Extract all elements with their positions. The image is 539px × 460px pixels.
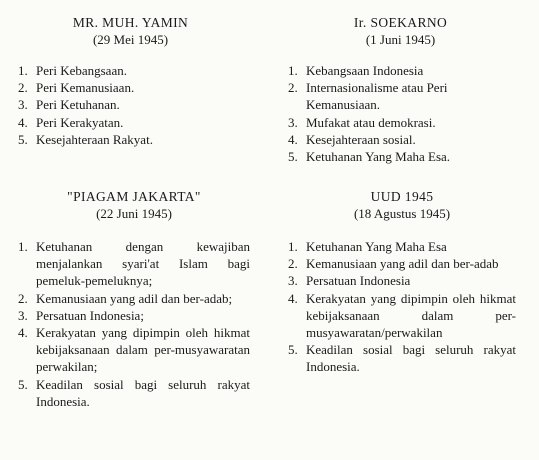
list-item [288, 255, 516, 272]
section-date: (22 Juni 1945) [96, 206, 172, 221]
list-item [288, 148, 513, 165]
item-number: 2. [18, 290, 28, 306]
list-item [18, 62, 243, 79]
item-number: 2. [288, 80, 298, 96]
item-text: Persatuan Indonesia [306, 273, 411, 289]
list-item [288, 290, 516, 342]
list-item [18, 290, 250, 307]
list-item [288, 62, 513, 79]
item-text: Kemanusiaan yang adil dan ber-adab [306, 256, 499, 272]
item-text: Kerakyatan yang dipimpin oleh hikmat kebijaksanaan dalam per-musyawaratan perwakilan; [36, 325, 250, 375]
item-text: Peri Kebangsaan. [36, 63, 127, 78]
list-item [18, 131, 243, 148]
item-number: 1. [288, 239, 298, 254]
item-number: 3. [288, 273, 298, 289]
item-text: Kesejahteraan Rakyat. [36, 131, 153, 147]
list-item [18, 238, 250, 290]
item-number: 5. [18, 376, 28, 392]
list-item [288, 238, 516, 255]
item-text: Ketuhanan dengan kewajiban menjalankan syari'at Islam bagi pemeluk-pemeluknya; [36, 239, 250, 289]
item-number: 4. [18, 325, 28, 341]
section-date: (18 Agustus 1945) [353, 206, 451, 221]
list-item [18, 324, 250, 376]
soekarno-section [288, 14, 513, 165]
item-text: Kesejahteraan sosial. [306, 131, 416, 147]
item-number: 3. [288, 114, 298, 130]
principles-list [18, 238, 250, 410]
item-text: Kemanusiaan yang adil dan ber-adab; [36, 290, 233, 306]
item-text: Internasionalisme atau Peri Kemanusiaan. [306, 80, 448, 113]
item-number: 2. [288, 256, 298, 272]
item-number: 5. [288, 342, 298, 358]
item-number: 4. [288, 131, 298, 147]
item-number: 4. [288, 290, 298, 306]
list-item [288, 272, 516, 289]
piagam-jakarta-section [18, 188, 250, 410]
principles-list [288, 62, 513, 165]
item-text: Ketuhanan Yang Maha Esa. [306, 149, 451, 165]
item-text: Keadilan sosial bagi seluruh rakyat Indonesia. [36, 376, 250, 409]
item-number: 1. [18, 63, 28, 78]
item-text: Mufakat atau demokrasi. [306, 114, 436, 130]
list-item [288, 341, 516, 375]
item-text: Peri Kemanusiaan. [36, 80, 135, 96]
principles-list [18, 62, 243, 148]
item-text: Persatuan Indonesia; [36, 307, 144, 323]
list-item [288, 131, 513, 148]
item-number: 1. [18, 239, 28, 254]
yamin-section [18, 14, 243, 148]
section-title: MR. MUH. YAMIN [72, 15, 189, 30]
item-text: Kerakyatan yang dipimpin oleh hikmat kebijaksanaan dalam per-musyawaratan/perwakilan [306, 290, 516, 341]
list-item [18, 376, 250, 410]
item-text: Keadilan sosial bagi seluruh rakyat Indonesia. [306, 342, 516, 375]
list-item [18, 96, 243, 113]
item-number: 4. [18, 114, 28, 130]
list-item [18, 79, 243, 96]
uud-1945-section [288, 188, 516, 376]
item-text: Peri Kerakyatan. [36, 114, 124, 130]
section-title: Ir. SOEKARNO [353, 15, 448, 30]
principles-list [288, 238, 516, 376]
section-date: (29 Mei 1945) [92, 32, 169, 47]
item-number: 3. [18, 97, 28, 113]
item-number: 5. [18, 131, 28, 147]
list-item [18, 114, 243, 131]
list-item [18, 307, 250, 324]
item-text: Peri Ketuhanan. [36, 97, 120, 113]
section-title: "PIAGAM JAKARTA" [67, 189, 201, 204]
item-number: 2. [18, 80, 28, 96]
item-number: 3. [18, 307, 28, 323]
item-text: Kebangsaan Indonesia [306, 63, 424, 78]
item-text: Ketuhanan Yang Maha Esa [306, 239, 447, 254]
section-title: UUD 1945 [370, 189, 434, 204]
list-item [288, 79, 513, 113]
section-date: (1 Juni 1945) [365, 32, 436, 47]
item-number: 5. [288, 149, 298, 165]
list-item [288, 114, 513, 131]
item-number: 1. [288, 63, 298, 78]
